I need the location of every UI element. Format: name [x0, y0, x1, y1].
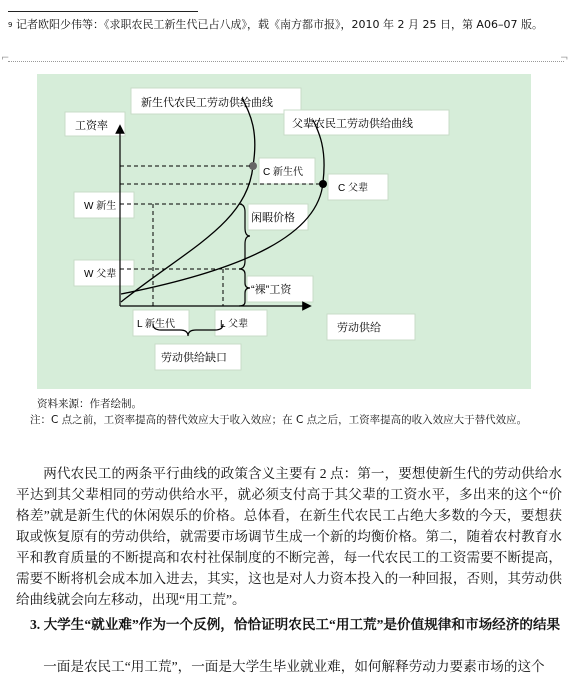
- label-leisure-price: 闲暇价格: [251, 212, 295, 224]
- label-l-new: L 新生代: [137, 319, 175, 330]
- body-paragraph-2: 一面是农民工“用工荒”，一面是大学生毕业就业难，如何解释劳动力要素市场的这个: [43, 659, 545, 674]
- source-caption: 资料来源：作者绘制。: [37, 398, 142, 410]
- margin-corner-right: ¬: [560, 53, 569, 64]
- label-bare-wage: “裸”工资: [251, 284, 292, 296]
- labor-supply-chart: [37, 74, 531, 389]
- label-x-axis: 劳动供给: [337, 322, 381, 334]
- label-parent-curve: 父辈农民工劳动供给曲线: [292, 118, 413, 130]
- label-l-parent: L 父辈: [220, 319, 248, 330]
- point-c-new: [249, 162, 257, 170]
- body-paragraph-1: 两代农民工的两条平行曲线的政策含义主要有 2 点：第一，要想使新生代的劳动供给水平达到其父辈相同的劳动供给水平，就必须支付高于其父辈的工资水平，多出来的这个“价格差”就是新生代的休闲娱乐的价格。总体看，在新生代农民工占绝大多数的今天，要想获取或恢复原有的劳动供给，就需要市场调节生成一个新的均衡价格。第二，随着农村教育水平和教育质量的不断提高和农村社保制度的不断完善，每一代农民工的工资需要不断提高，需要不断将机会成本加入进去，其实，这也是对人力资本投入的一种回报，否则，其劳动供给曲线就会向左移动，出现“用工荒”。: [16, 466, 562, 607]
- footnote-number: 9: [8, 21, 13, 29]
- section-heading: 3. 大学生“就业难”作为一个反例，恰恰证明农民工“用工荒”是价值规律和市场经济的结果: [30, 617, 561, 632]
- label-w-new: W 新生: [84, 201, 117, 212]
- new-gen-supply-curve: [121, 98, 255, 302]
- margin-corner-left: ⌐: [1, 53, 10, 64]
- note-caption: 注：C 点之前，工资率提高的替代效应大于收入效应；在 C 点之后，工资率提高的收入效应大于替代效应。: [30, 414, 528, 426]
- footnote-rule: [8, 11, 198, 12]
- label-c-new: C 新生代: [263, 167, 303, 178]
- footnote: [8, 17, 564, 33]
- label-gap: 劳动供给缺口: [161, 352, 227, 364]
- page-break-line: [8, 61, 564, 62]
- chart-svg: [37, 74, 531, 389]
- label-new-gen-curve: 新生代农民工劳动供给曲线: [141, 97, 273, 109]
- point-c-parent: [319, 180, 327, 188]
- label-y-axis: 工资率: [75, 120, 108, 132]
- label-w-parent: W 父辈: [84, 269, 117, 280]
- footnote-text: 记者欧阳少伟等：《求职农民工新生代已占八成》，载《南方都市报》，2010 年 2 月 25 日，第 A06–07 版。: [15, 18, 543, 31]
- label-c-parent: C 父辈: [338, 183, 368, 194]
